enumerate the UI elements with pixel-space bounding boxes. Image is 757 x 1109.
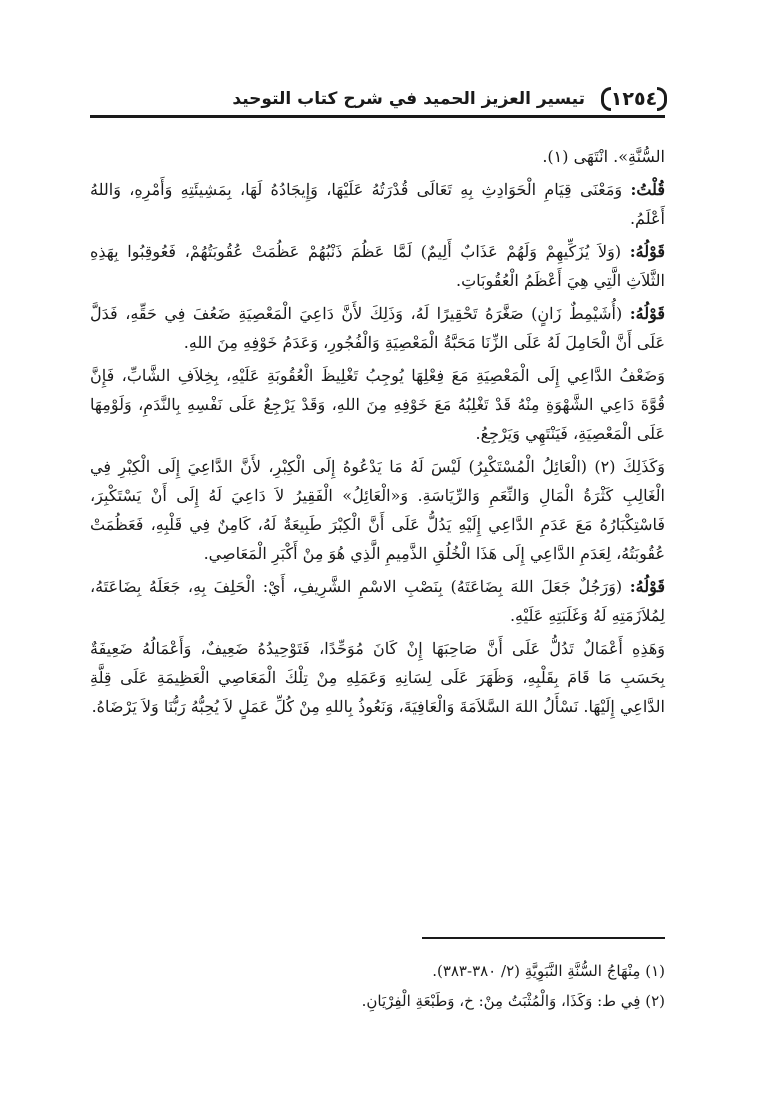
footnote: (١) مِنْهَاجُ السُّنَّةِ النَّبَوِيَّةِ (٢/ ٣٨٠-٣٨٣).: [432, 962, 665, 980]
paragraph: وَضَعْفُ الدَّاعِي إِلَى الْمَعْصِيَةِ مَعَ فِعْلِهَا يُوجِبُ تَغْلِيظَ الْعُقُوبَةِ عَلَيْهِ، بِخِلاَفِ الشَّابِّ، فَإِنَّ قُوَّةَ دَاعِي الشَّهْوَةِ مِنْهُ قَدْ تَغْلِبُهُ مَعَ خَوْفِهِ مِنَ اللهِ، وَقَدْ يَرْجِعُ عَلَى نَفْسِهِ بِالنَّدَمِ، وَلَوْمِهَا عَلَى الْمَعْصِيَةِ، فَيَنْتَهِي وَيَرْجِعُ.: [90, 366, 666, 443]
footnotes: [90, 956, 665, 1016]
bracket-left-ornament: [601, 87, 611, 111]
running-header: [90, 86, 665, 114]
bracket-right-ornament: [657, 87, 667, 111]
paragraph: قَوْلُهُ: (أُشَيْمِطٌ زَانٍ) صَغَّرَهُ تَحْقِيرًا لَهُ، وَذَلِكَ لأَنَّ دَاعِيَ الْمَعْصِيَةِ ضَعُفَ فِي حَقِّهِ، فَدَلَّ عَلَى أَنَّ الْحَامِلَ لَهُ عَلَى الزِّنَا مَحَبَّةُ الْمَعْصِيَةِ وَالْفُجُورِ، وَعَدَمُ خَوْفِهِ مِنَ اللهِ.: [90, 304, 665, 352]
page-number: ١٢٥٤: [610, 88, 658, 110]
paragraph: قَوْلُهُ: (وَلاَ يُزَكِّيهِمْ وَلَهُمْ عَذَابٌ أَلِيمٌ) لَمَّا عَظُمَ ذَنْبُهُمْ عَظُمَتْ عُقُوبَتُهُمْ، فَعُوقِبُوا بِهَذِهِ الثَّلاَثِ الَّتِي هِيَ أَعْظَمُ الْعُقُوبَاتِ.: [90, 242, 665, 290]
paragraph: وَكَذَلِكَ (٢) (الْعَائِلُ الْمُسْتَكْبِرُ) لَيْسَ لَهُ مَا يَدْعُوهُ إِلَى الْكِبْرِ، لأَنَّ الدَّاعِيَ إِلَى الْكِبْرِ فِي الْغَالِبِ كَثْرَةُ الْمَالِ وَالنِّعَمِ وَالرِّيَاسَةِ. وَ«الْعَائِلُ» الْفَقِيرُ لاَ دَاعِيَ لَهُ إِلَى أَنْ يَسْتَكْبِرَ، فَاسْتِكْبَارُهُ مَعَ عَدَمِ الدَّاعِي إِلَيْهِ يَدُلُّ عَلَى أَنَّ الْكِبْرَ طَبِيعَةٌ لَهُ، كَامِنٌ فِي قَلْبِهِ، فَعَظُمَتْ عُقُوبَتُهُ، لِعَدَمِ الدَّاعِي إِلَى هَذَا الْخُلُقِ الذَّمِيمِ الَّذِي هُوَ مِنْ أَكْبَرِ الْمَعَاصِي.: [90, 457, 665, 563]
main-text: [90, 142, 665, 721]
footnote: (٢) فِي ط: وَكَذَا، وَالْمُثْبَتُ مِنْ: خ، وَطَبْعَةِ الْفِرْيَانِ.: [361, 992, 665, 1010]
footnote-divider: [422, 937, 665, 939]
paragraph: قَوْلُهُ: (وَرَجُلٌ جَعَلَ اللهَ بِضَاعَتَهُ) بِنَصْبِ الاسْمِ الشَّرِيفِ، أَيْ: الْحَلِفَ بِهِ، جَعَلَهُ بِضَاعَتَهُ، لِمُلاَزَمَتِهِ لَهُ وَغَلَبَتِهِ عَلَيْهِ.: [90, 577, 665, 625]
paragraph: قُلْتُ: وَمَعْنَى قِيَامِ الْحَوَادِثِ بِهِ تَعَالَى قُدْرَتُهُ عَلَيْهَا، وَإِيجَادُهُ لَهَا، بِمَشِيئَتِهِ وَأَمْرِهِ، وَاللهُ أَعْلَمُ.: [90, 180, 665, 228]
paragraph: السُّنَّةِ». انْتَهَى (١).: [542, 147, 665, 166]
header-divider: [90, 115, 665, 118]
book-title: تيسير العزيز الحميد في شرح كتاب التوحيد: [232, 89, 585, 109]
paragraph: وَهَذِهِ أَعْمَالٌ تَدُلُّ عَلَى أَنَّ صَاحِبَهَا إِنْ كَانَ مُوَحِّدًا، فَتَوْحِيدُهُ ضَعِيفٌ، وَأَعْمَالُهُ ضَعِيفَةٌ بِحَسَبِ مَا قَامَ بِقَلْبِهِ، وَظَهَرَ عَلَى لِسَانِهِ وَعَمَلِهِ مِنْ تِلْكَ الْمَعَاصِي الْعَظِيمَةِ عَلَى قِلَّةِ الدَّاعِي إِلَيْهَا. نَسْأَلُ اللهَ السَّلاَمَةَ وَالْعَافِيَةَ، وَنَعُوذُ بِاللهِ مِنْ كُلِّ عَمَلٍ لاَ يُحِبُّهُ رَبُّنَا وَلاَ يَرْضَاهُ.: [90, 639, 665, 716]
page-number-box: [601, 86, 667, 112]
